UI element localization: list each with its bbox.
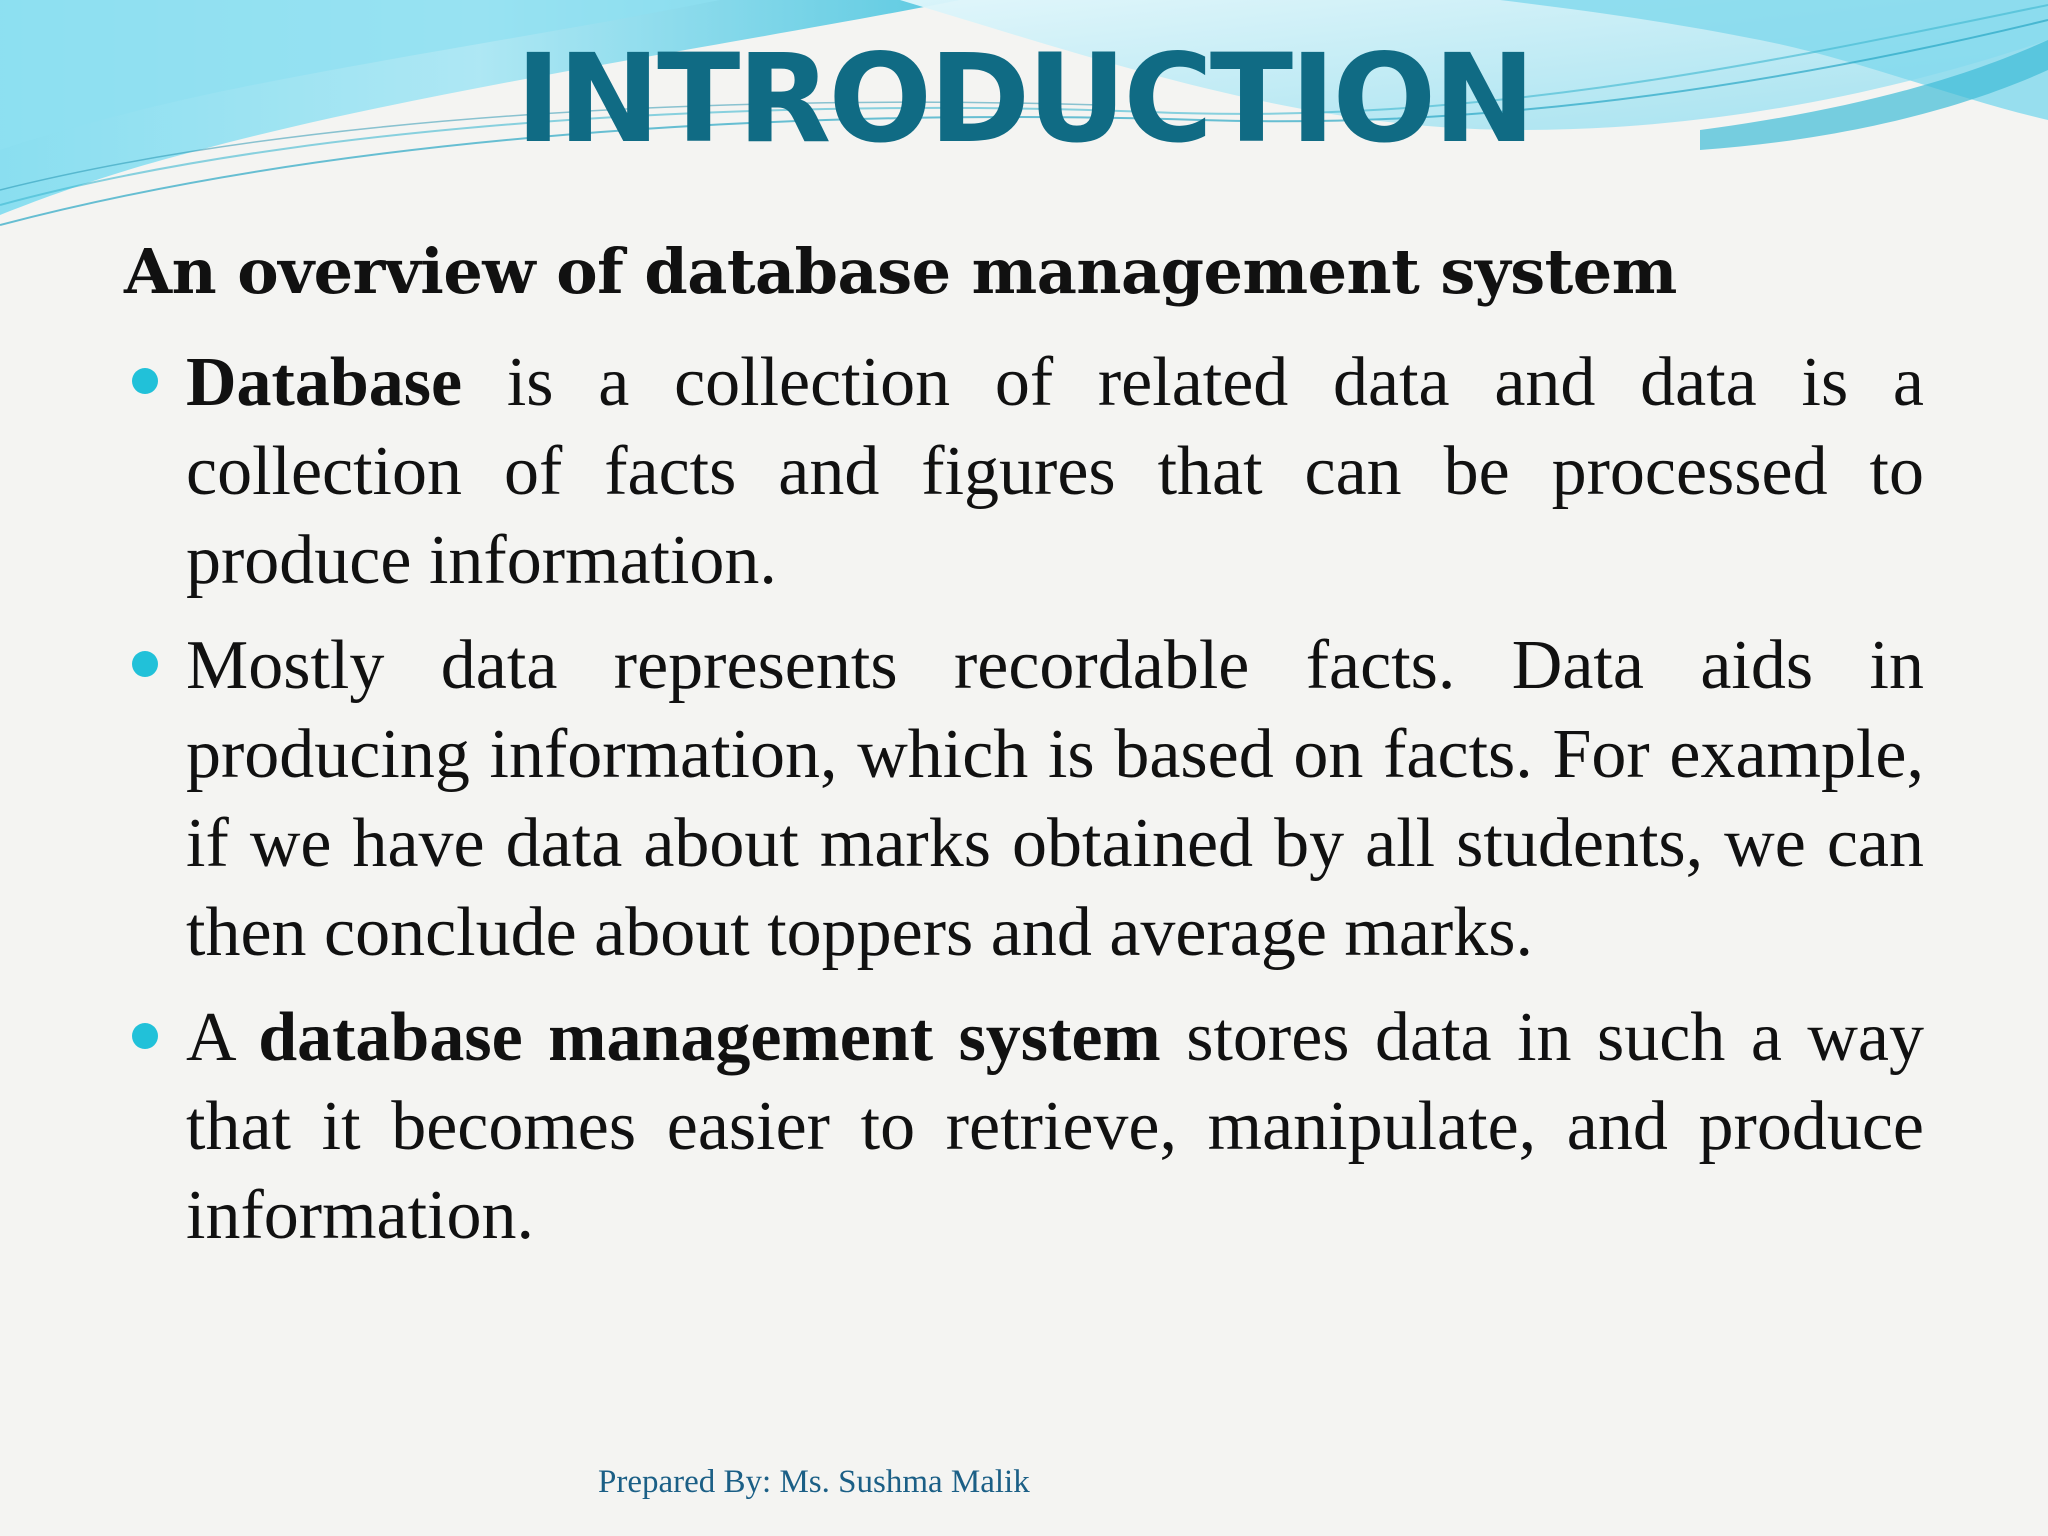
bullet-dot-icon [132,368,158,394]
bullet-bold-term: database management system [258,999,1161,1076]
bullet-list [124,338,1924,1276]
bullet-item-data-facts [124,621,1924,977]
slide-footer: Prepared By: Ms. Sushma Malik [598,1464,1030,1500]
bullet-bold-term: Database [186,344,463,421]
slide-subtitle: An overview of database management system [124,235,1677,308]
bullet-rest-text: is a collection of related data and data is a collection of facts and figures that can be processed to produce information. [186,344,1924,599]
bullet-item-database [124,338,1924,605]
slide-title: INTRODUCTION [515,28,1533,170]
bullet-rest-text: stores data in such a way that it becomes easier to retrieve, manipulate, and produce information. [186,999,1924,1254]
bullet-lead-text: A [186,999,259,1076]
bullet-dot-icon [132,651,158,677]
bullet-lead-text: Mostly data represents recordable facts. Data aids in producing information, which is based on facts. For example, if we have data about marks obtained by all students, we can then conclude about toppers and average marks. [186,627,1924,971]
bullet-item-dbms [124,993,1924,1260]
bullet-dot-icon [132,1023,158,1049]
